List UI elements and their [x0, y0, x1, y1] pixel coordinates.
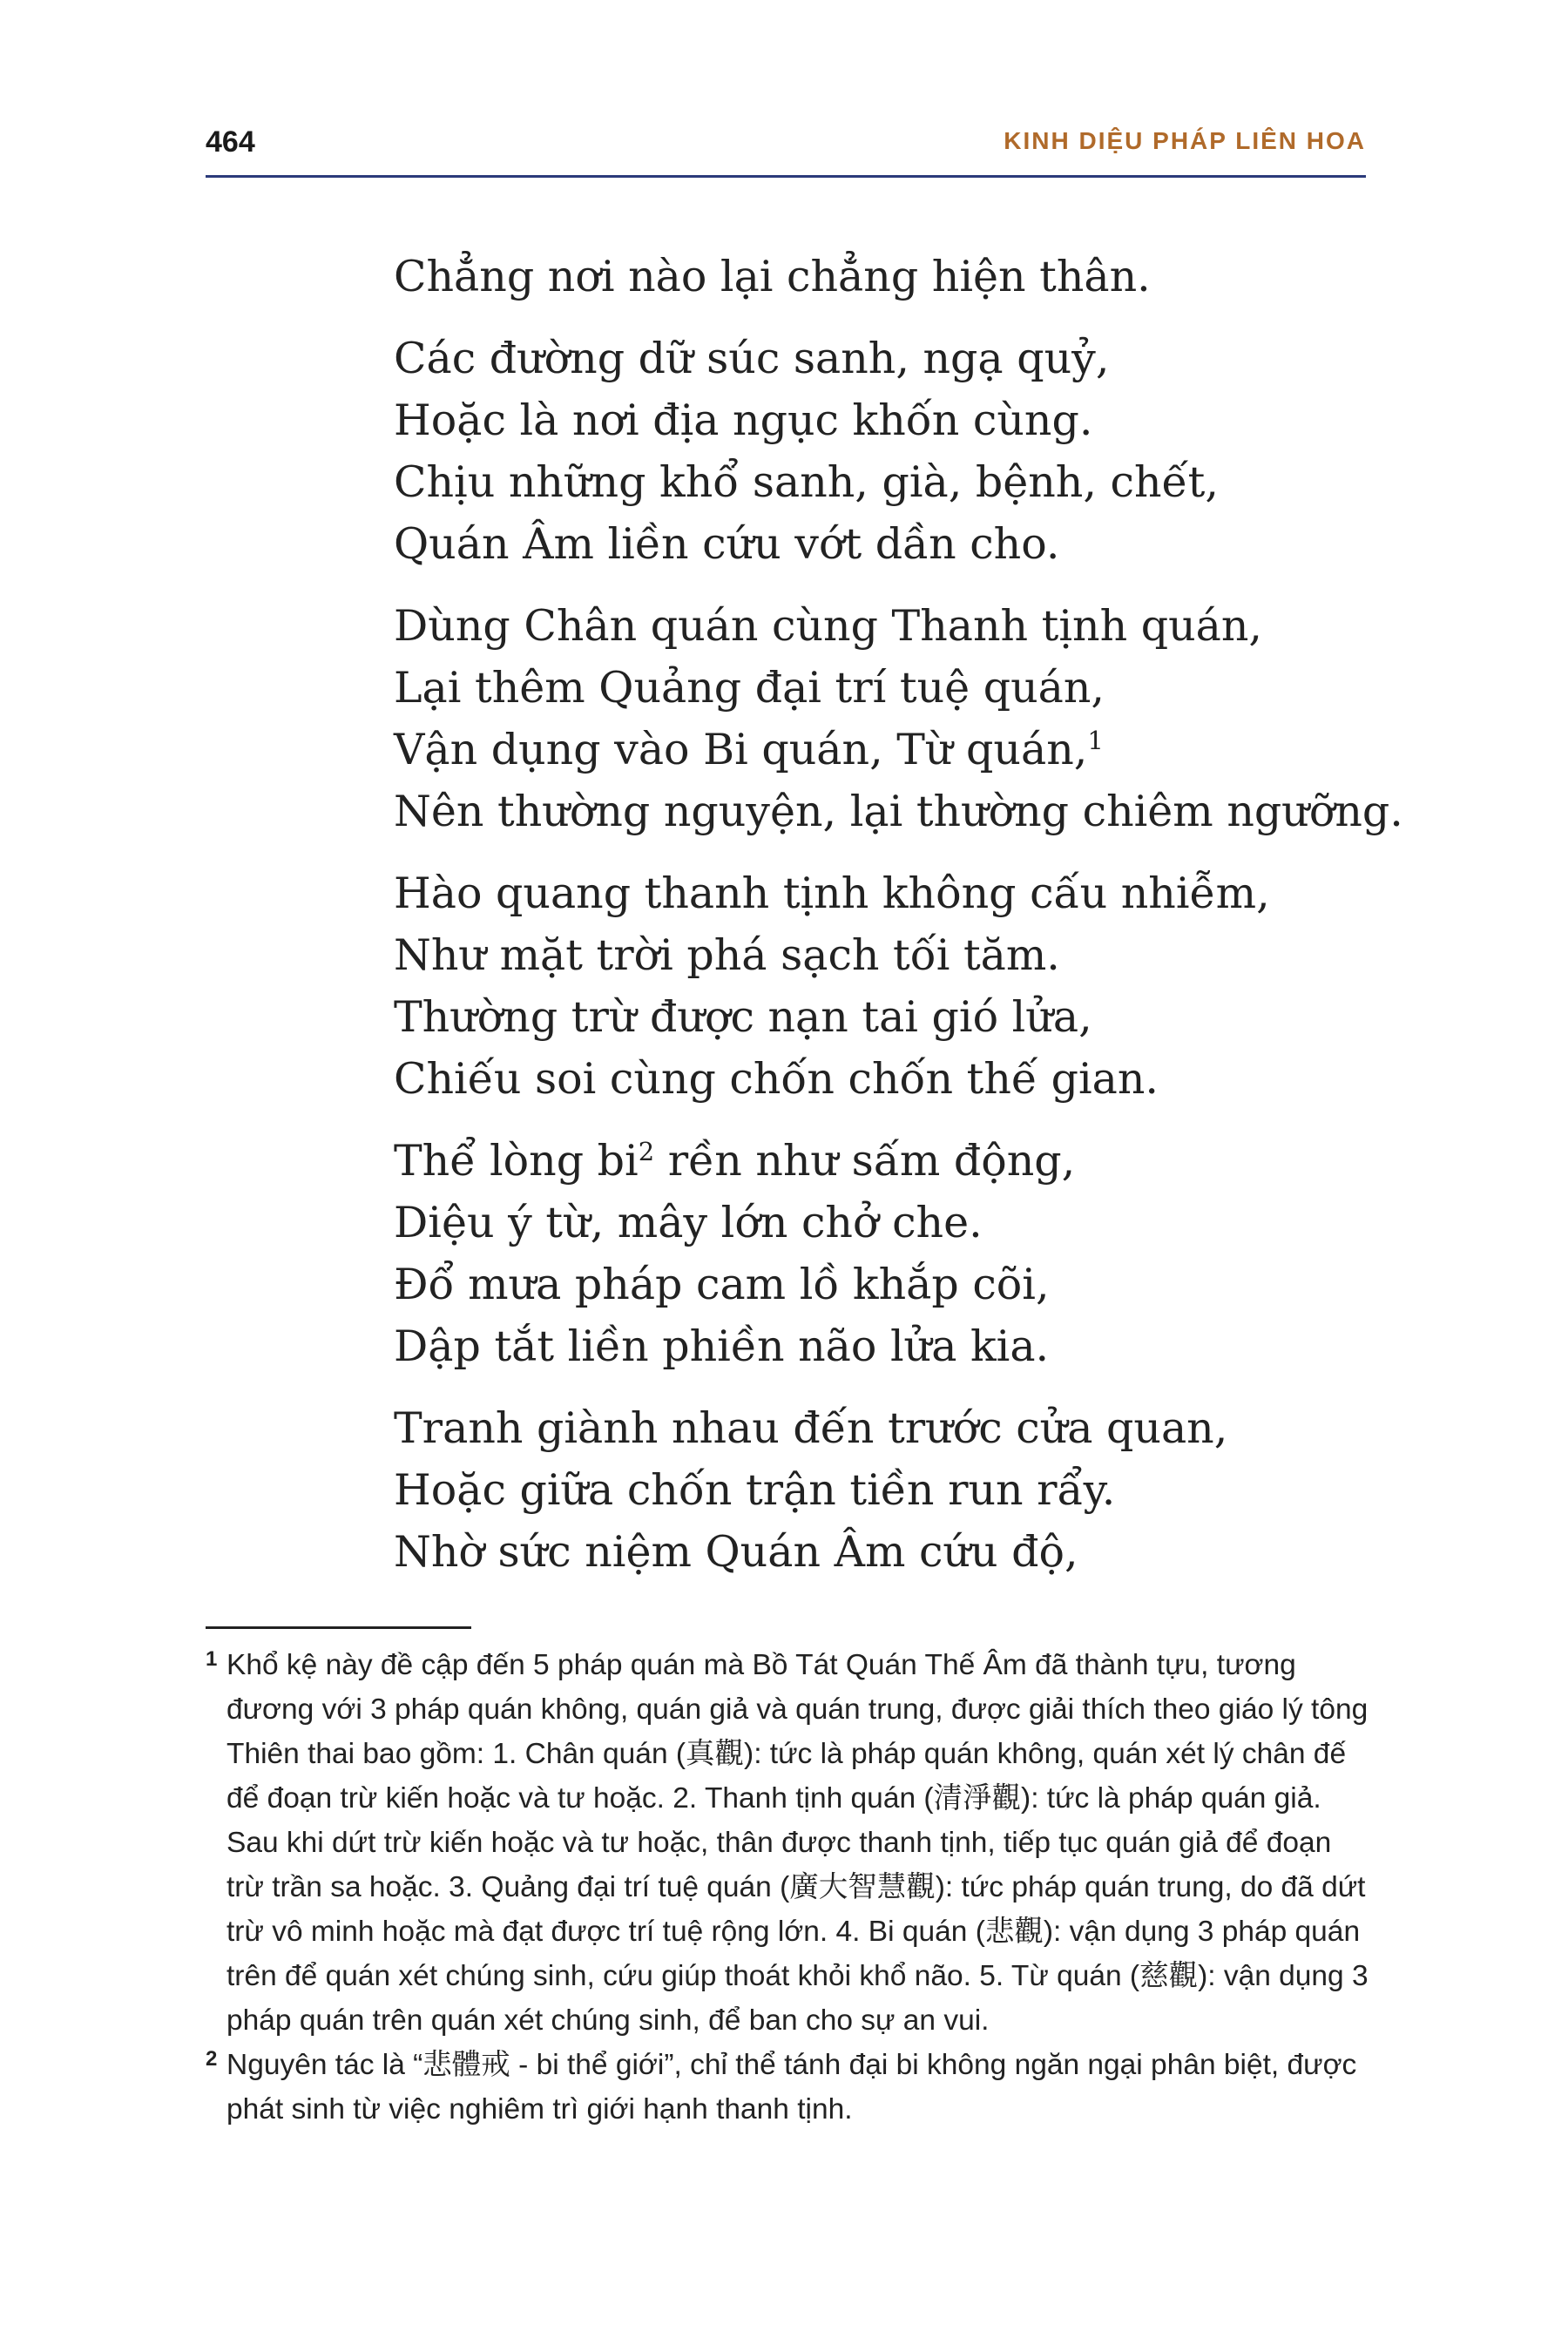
verse-line: Hoặc giữa chốn trận tiền run rẩy. — [394, 1465, 1116, 1515]
footnote-1 — [206, 1643, 1369, 2043]
verse-line: Thường trừ được nạn tai gió lửa, — [394, 992, 1092, 1042]
footnote-ref-2[interactable]: 2 — [638, 1137, 655, 1166]
stanza-3 — [394, 595, 1403, 842]
verse-line: Lại thêm Quảng đại trí tuệ quán, — [394, 663, 1105, 713]
verse-line: Các đường dữ súc sanh, ngạ quỷ, — [394, 334, 1110, 383]
verse-line-text: Thể lòng bi — [394, 1136, 639, 1186]
verse-line: Dùng Chân quán cùng Thanh tịnh quán, — [394, 601, 1262, 651]
stanza-6 — [394, 1397, 1396, 1583]
verse-line: Đổ mưa pháp cam lồ khắp cõi, — [394, 1260, 1050, 1309]
footnote-text: Khổ kệ này đề cập đến 5 pháp quán mà Bồ Tát Quán Thế Âm đã thành tựu, tương đương với 3 pháp quán không, quán giả và quán trung, được giải thích theo giáo lý tông Thiên thai bao gồm: 1. Chân quán (真觀): tức là pháp quán không, quán xét lý chân đế để đoạn trừ kiến hoặc và tư hoặc. 2. Thanh tịnh quán (清淨觀): tức là pháp quán giả. Sau khi dứt trừ kiến hoặc và tư hoặc, thân được thanh tịnh, tiếp tục quán giả để đoạn trừ trần sa hoặc. 3. Quảng đại trí tuệ quán (廣大智慧觀): tức pháp quán trung, do đã dứt trừ vô minh hoặc mà đạt được trí tuệ rộng lớn. 4. Bi quán (悲觀): vận dụng 3 pháp quán trên để quán xét chúng sinh, cứu giúp thoát khỏi khổ não. 5. Từ quán (慈觀): vận dụng 3 pháp quán trên quán xét chúng sinh, để ban cho sự an vui. — [226, 1649, 1369, 2037]
running-title: KINH DIỆU PHÁP LIÊN HOA — [1004, 127, 1366, 154]
verse-line: Chiếu soi cùng chốn chốn thế gian. — [394, 1054, 1159, 1104]
verse-line-with-ref — [394, 1130, 1396, 1192]
verse-line: Quán Âm liền cứu vớt dần cho. — [394, 519, 1060, 569]
footnote-marker: 2 — [206, 2047, 218, 2071]
verse-line: Nên thường nguyện, lại thường chiêm ngưỡng. — [394, 787, 1403, 836]
footnote-marker: 1 — [206, 1647, 218, 1671]
page-number: 464 — [206, 125, 255, 159]
footnote-rule — [206, 1626, 471, 1629]
stanza-2 — [394, 328, 1396, 575]
verse-line-text: Vận dụng vào Bi quán, Từ quán, — [394, 725, 1088, 774]
footnote-ref-1[interactable]: 1 — [1087, 726, 1104, 755]
verse-line: Nhờ sức niệm Quán Âm cứu độ, — [394, 1527, 1078, 1577]
stanza-1 — [394, 246, 1396, 308]
footnote-2 — [206, 2043, 1369, 2132]
verse-line: Hào quang thanh tịnh không cấu nhiễm, — [394, 868, 1270, 918]
stanza-5 — [394, 1130, 1396, 1377]
page-header — [206, 120, 1366, 172]
verse-line: Dập tắt liền phiền não lửa kia. — [394, 1321, 1050, 1371]
footnotes — [206, 1643, 1369, 2132]
verse-line-with-ref — [394, 719, 1396, 781]
stanza-4 — [394, 862, 1396, 1110]
verse-line: Tranh giành nhau đến trước cửa quan, — [394, 1403, 1228, 1453]
verse-line: Chịu những khổ sanh, già, bệnh, chết, — [394, 457, 1219, 507]
verse-line: Như mặt trời phá sạch tối tăm. — [394, 930, 1060, 980]
verse-line: Diệu ý từ, mây lớn chở che. — [394, 1198, 983, 1247]
verse-line-text: rền như sấm động, — [654, 1136, 1076, 1186]
verse-line: Chẳng nơi nào lại chẳng hiện thân. — [394, 252, 1151, 301]
footnote-text: Nguyên tác là “悲體戒 - bi thể giới”, chỉ thể tánh đại bi không ngăn ngại phân biệt, được phát sinh từ việc nghiêm trì giới hạnh thanh tịnh. — [226, 2049, 1357, 2126]
header-rule — [206, 175, 1366, 178]
verse-line: Hoặc là nơi địa ngục khốn cùng. — [394, 395, 1093, 445]
verse-body — [394, 246, 1403, 1603]
